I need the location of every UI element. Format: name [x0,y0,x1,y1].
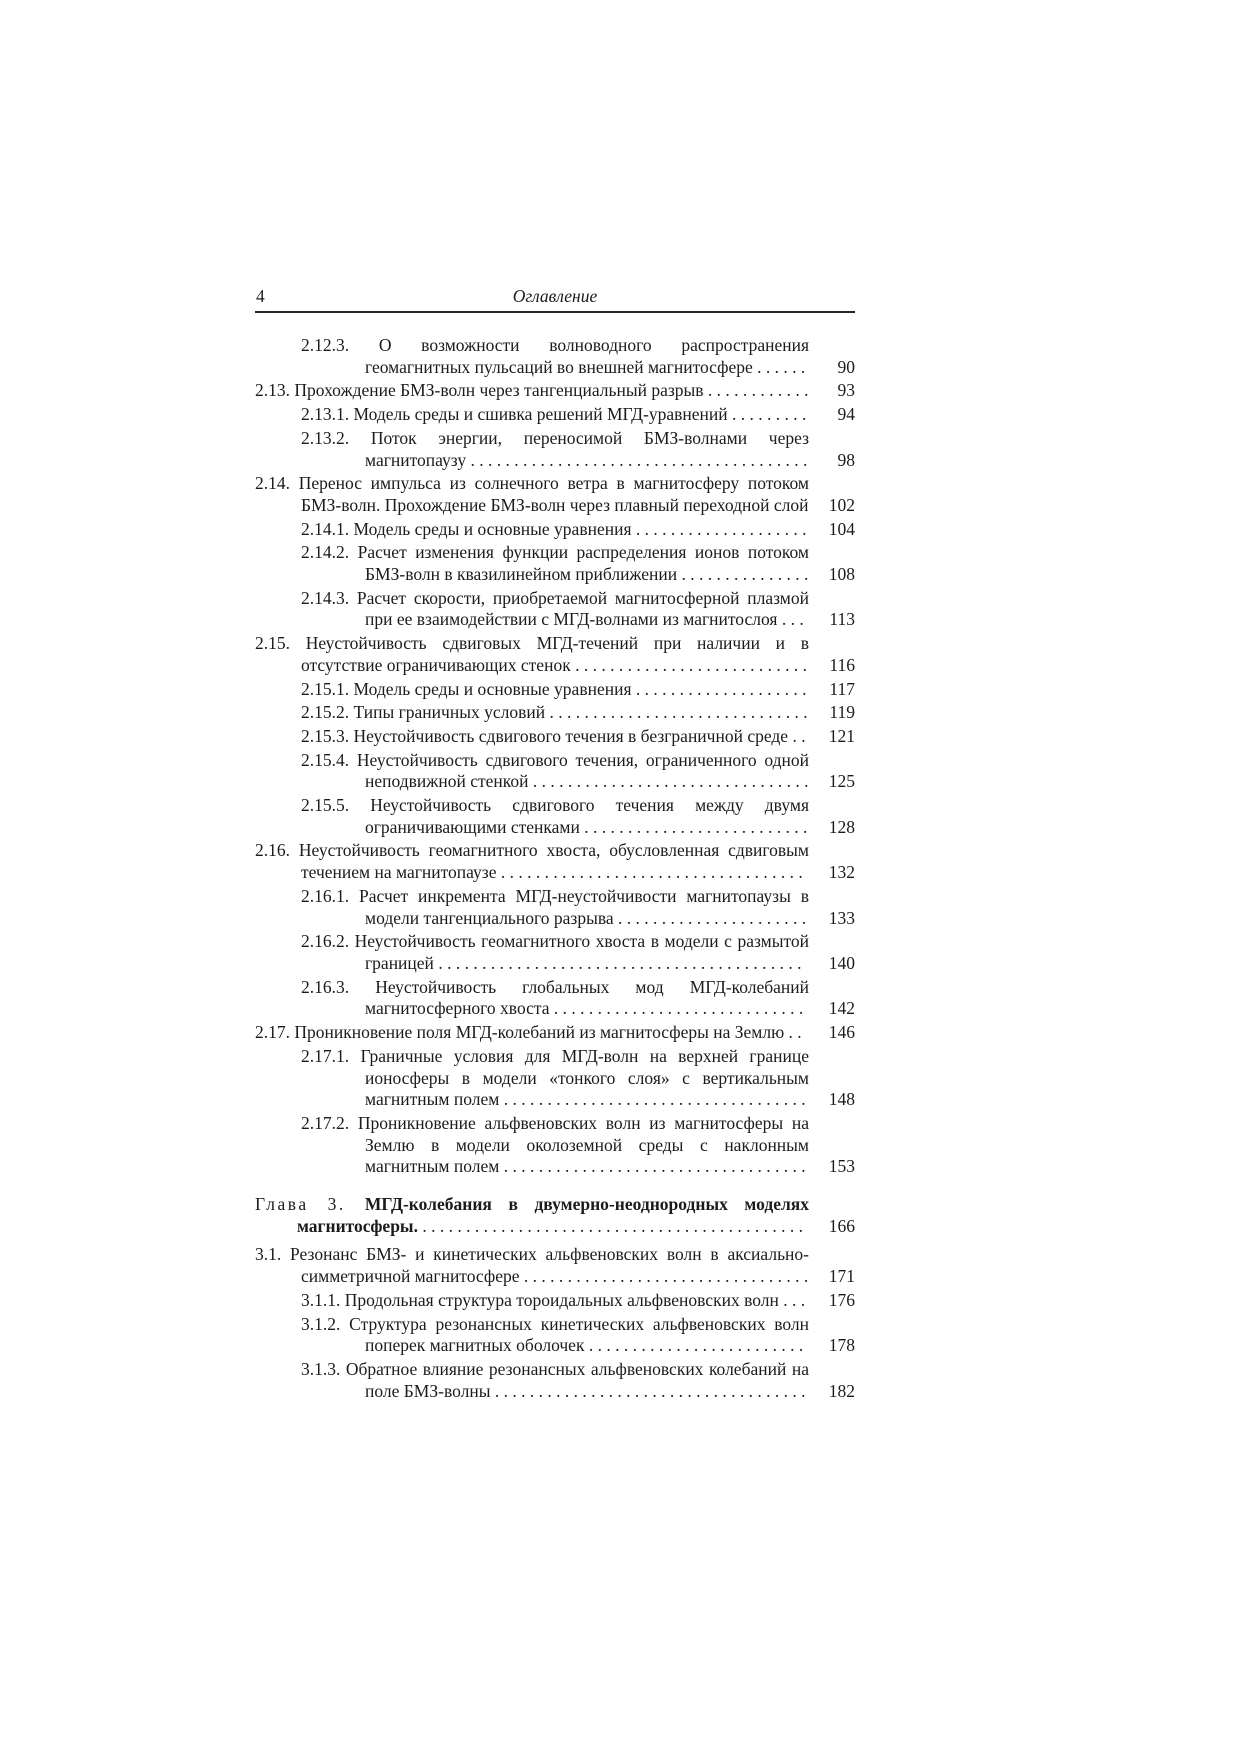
toc-entry-text: 2.17.2. Проникновение альфвеновских волн из магнитосферы на Землю в модели околоземной среды с наклонным магнитным полем [301,1112,809,1177]
toc-entry-text: 2.13.2. Поток энергии, переносимой БМЗ-волнами через магнитопаузу [301,427,809,470]
toc-entry-page: 153 [828,1156,855,1177]
toc-entry-text: 2.15.2. Типы граничных условий [301,702,546,723]
dot-leader: . . . . . . . . . . . . . . . . . . . . [631,518,807,539]
toc-entry [301,726,855,748]
dot-leader: . . . . . . . . . [727,404,807,425]
running-title: Оглавление [512,286,598,306]
table-of-contents [255,335,855,1402]
toc-entry-text: 2.14.3. Расчет скорости, приобретаемой магнитосферной плазмой при ее взаимодействии с МГД-волнами из магнитослоя [301,587,809,630]
dot-leader: . . . . . . . . . . . . . . . [677,564,809,585]
toc-entry [301,404,855,426]
toc-entry [301,886,855,929]
toc-entry [301,335,855,378]
dot-leader: . . . . . . . . . . . . . . . . . . . . . . . . . . . . . . . . . . . . . . . . . . . . [417,1215,803,1236]
toc-entry-text: 2.13. Прохождение БМЗ-волн через тангенциальный разрыв [255,380,704,401]
dot-leader: . . [784,1022,802,1043]
toc-entry-text: 2.12.3. О возможности волноводного распространения геомагнитных пульсаций во внешней магнитосфере [301,335,809,377]
dot-leader: . . . . . . . . . . . . . . . . . . . . . . . . . [584,1335,804,1356]
toc-entry-text: 2.15.3. Неустойчивость сдвигового течения в безграничной среде [301,725,789,746]
dot-leader: . . . . . . . . . . . . . . . . . . . . . . [613,907,807,928]
toc-entry-text: 2.15.1. Модель среды и основные уравнения [301,678,632,699]
toc-entry-page: 142 [828,998,855,1019]
toc-entry-page: 146 [828,1022,855,1043]
toc-entry [255,1022,855,1044]
toc-entry-text: 3.1.1. Продольная структура тороидальных альфвеновских волн [301,1289,779,1310]
toc-entry [301,750,855,793]
toc-entry-text: 2.16.2. Неустойчивость геомагнитного хвоста в модели с размытой границей [301,931,809,973]
page-content [255,286,855,1402]
dot-leader: . . . . . . . . . . . . . . . . . . . . [631,678,807,699]
toc-entry [301,1359,855,1402]
dot-leader: . . . . . . . . . . . . . . . . . . . . . . . . . . . . . . . . . [519,1266,809,1287]
toc-entry-text: 2.17. Проникновение поля МГД-колебаний из магнитосферы на Землю [255,1022,785,1043]
dot-leader: . . . . . . . . . . . . . . . . . . . . . . . . . . . . . . . . . . . [499,1156,806,1177]
toc-entry [255,840,855,883]
toc-entry-text: 2.16.3. Неустойчивость глобальных мод МГД-колебаний магнитосферного хвоста [301,976,809,1019]
toc-entry-text: 2.13.1. Модель среды и сшивка решений МГД-уравнений [301,404,728,425]
toc-entry-page: 116 [829,654,855,675]
toc-entry [301,428,855,471]
toc-entry-text: 3.1.3. Обратное влияние резонансных альфвеновских колебаний на поле БМЗ-волны [301,1358,809,1401]
toc-entry-text: 2.14.1. Модель среды и основные уравнения [301,518,632,539]
toc-entry-page: 121 [828,725,855,746]
dot-leader: . . . . . . . . . . . . [703,380,809,401]
toc-entry-page: 102 [828,494,855,515]
toc-entry [301,702,855,724]
toc-entry-page: 104 [828,518,855,539]
toc-entry [301,1290,855,1312]
dot-leader: . . . . . . . . . . . . . . . . . . . . . . . . . . . . . . . . . . . . . . . [466,449,808,470]
toc-entry-page: 166 [828,1215,855,1236]
toc-entry-page: 176 [828,1289,855,1310]
toc-entry [301,931,855,974]
dot-leader: . . . . . . . . . . . . . . . . . . . . . . . . . . . . . . . . [528,771,809,792]
toc-entry-page: 93 [837,380,855,401]
toc-entry-page: 128 [828,816,855,837]
toc-entry-text: 3.1.2. Структура резонансных кинетических альфвеновских волн поперек магнитных оболочек [301,1313,809,1356]
toc-entry-page: 171 [828,1266,855,1287]
toc-entry-page: 133 [828,907,855,928]
toc-entry [255,1194,855,1237]
toc-entry-text: 2.17.1. Граничные условия для МГД-волн на верхней границе ионосферы в модели «тонкого слоя» с вертикальным магнитным полем [301,1045,809,1110]
toc-entry-page: 178 [828,1335,855,1356]
toc-entry [255,1244,855,1287]
dot-leader: . . . . . . . . . . . . . . . . . . . . . . . . . . . . . . . . . . . . . . . . . . [433,952,802,973]
chapter-label: Глава 3. [255,1194,365,1215]
toc-entry-page: 182 [828,1380,855,1401]
toc-entry [301,588,855,631]
toc-entry-page: 125 [828,771,855,792]
toc-entry [255,633,855,676]
dot-leader: . . . . . . . . . . . . . . . . . . . . . . . . . . . . . . . . . . . [496,862,803,883]
toc-entry-page: 119 [829,702,855,723]
toc-entry [301,679,855,701]
toc-entry-text: 2.14.2. Расчет изменения функции распределения ионов потоком БМЗ-волн в квазилинейном приближении [301,542,809,585]
toc-entry-page: 148 [828,1089,855,1110]
toc-entry-page: 132 [828,862,855,883]
toc-entry-text: 2.15.4. Неустойчивость сдвигового течения, ограниченного одной неподвижной стенкой [301,749,809,792]
toc-entry-text: 2.15. Неустойчивость сдвиговых МГД-течений при наличии и в отсутствие ограничивающих стенок [255,633,809,675]
toc-entry [301,977,855,1020]
dot-leader: . . . . . . . . . . . . . . . . . . . . . . . . . . . . . [549,998,804,1019]
toc-entry [301,795,855,838]
dot-leader: . . . . . . [752,356,806,377]
toc-entry-text: 2.14. Перенос импульса из солнечного ветра в магнитосферу потоком БМЗ-волн. Прохождение БМЗ-волн через плавный переходной слой [255,473,809,515]
toc-entry [255,380,855,402]
toc-entry-text: 2.16. Неустойчивость геомагнитного хвоста, обусловленная сдвиговым течением на магнитопаузе [255,840,809,883]
toc-entry [255,473,855,516]
toc-entry-page: 94 [837,404,855,425]
toc-entry [301,1314,855,1357]
toc-entry [301,1113,855,1178]
toc-entry-page: 98 [837,449,855,470]
toc-entry-text: 2.16.1. Расчет инкремента МГД-неустойчивости магнитопаузы в модели тангенциального разрыва [301,885,809,928]
dot-leader: . . . [778,1289,806,1310]
toc-entry-page: 108 [828,564,855,585]
dot-leader: . . . . . . . . . . . . . . . . . . . . . . . . . . . . . . [545,702,808,723]
toc-entry-page: 90 [837,356,855,377]
running-head [255,286,855,313]
toc-entry [301,542,855,585]
toc-entry-text: 2.15.5. Неустойчивость сдвигового течения между двумя ограничивающими стенками [301,795,809,837]
toc-entry-page: 113 [829,609,855,630]
dot-leader: . . . . . . . . . . . . . . . . . . . . . . . . . . . . . . . . . . . . [490,1380,806,1401]
toc-entry-page: 117 [829,678,855,699]
toc-entry-text: 3.1. Резонанс БМЗ- и кинетических альфвеновских волн в аксиально-симметричной магнитосфере [255,1244,809,1287]
dot-leader: . . . . . . . . . . . . . . . . . . . . . . . . . . . . . . . . . . . [499,1089,806,1110]
toc-entry-text: МГД-колебания в двумерно-неоднородных моделях магнитосферы. [297,1194,809,1236]
toc-entry-page: 140 [828,952,855,973]
toc-entry [301,519,855,541]
dot-leader: . . . . . . . . . . . . . . . . . . . . . . . . . . [579,816,808,837]
dot-leader: . . [788,725,806,746]
dot-leader: . . . . . . . . . . . . . . . . . . . . . . . . . . . [570,654,807,675]
toc-entry [301,1046,855,1111]
dot-leader: . . . [777,609,804,630]
page-number: 4 [256,286,265,306]
